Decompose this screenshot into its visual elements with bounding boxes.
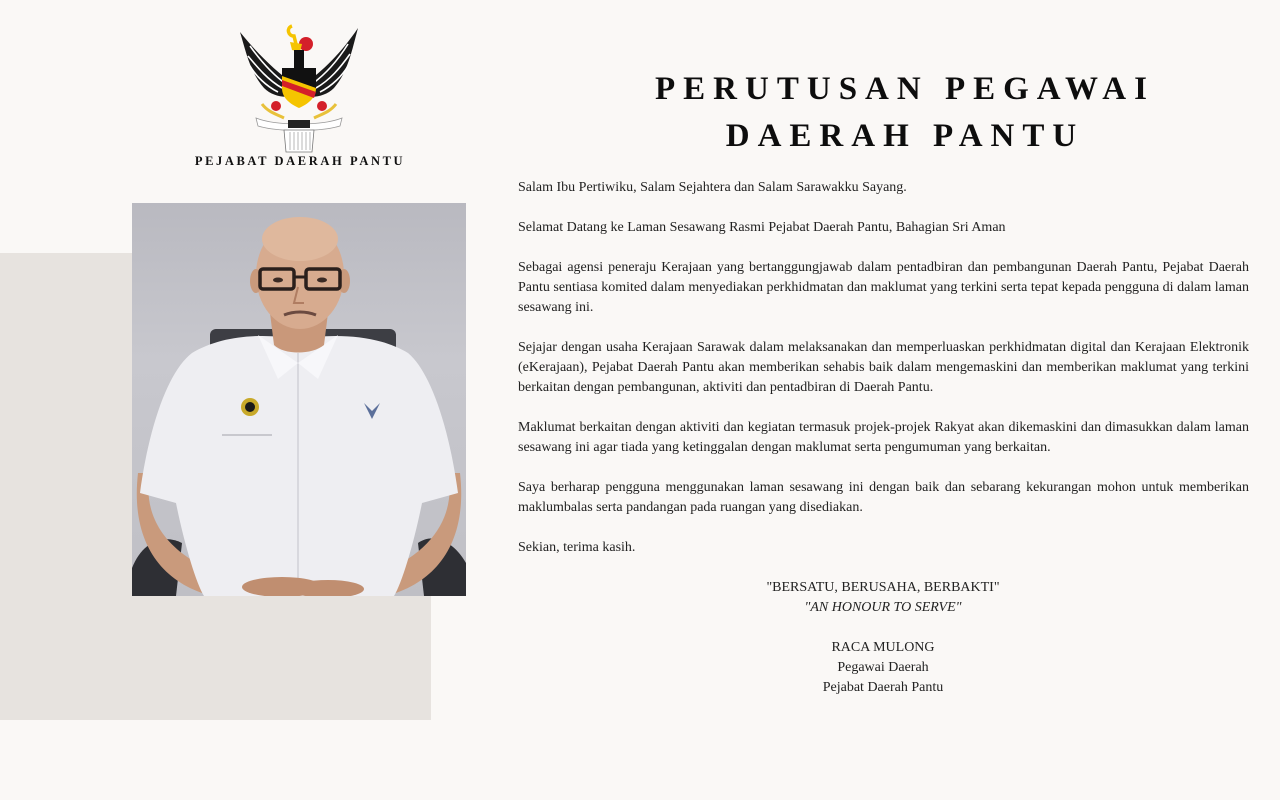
signature-block xyxy=(700,578,1066,698)
district-officer-photo xyxy=(132,203,466,596)
page-title-line-2: DAERAH PANTU xyxy=(725,118,1085,154)
officer-office: Pejabat Daerah Pantu xyxy=(822,680,944,695)
welcome-paragraph: Selamat Datang ke Laman Sesawang Rasmi Pejabat Daerah Pantu, Bahagian Sri Aman xyxy=(518,220,1006,235)
message-paragraph: Maklumat berkaitan dengan aktiviti dan kegiatan termasuk projek-projek Rakyat akan dikemaskini dan dimasukkan dalam laman sesawang ini agar tiada yang ketinggalan dengan maklumat serta pengumuman yang berkaitan. xyxy=(518,420,1249,455)
page-title xyxy=(600,66,1210,160)
message-body xyxy=(518,178,1249,578)
officer-position: Pegawai Daerah xyxy=(837,660,929,675)
closing-paragraph: Sekian, terima kasih. xyxy=(518,540,636,555)
portrait-image xyxy=(132,203,466,596)
message-paragraph: Saya berharap pengguna menggunakan laman sesawang ini dengan baik dan sebarang kekurangan mohon untuk memberikan maklumbalas serta pandangan pada ruangan yang disediakan. xyxy=(518,480,1249,515)
officer-name: RACA MULONG xyxy=(831,640,935,655)
sarawak-crest-icon xyxy=(236,22,362,154)
page-title-line-1: PERUTUSAN PEGAWAI xyxy=(655,71,1155,107)
motto-malay: "BERSATU, BERUSAHA, BERBAKTI" xyxy=(766,580,1000,595)
office-name-label: PEJABAT DAERAH PANTU xyxy=(194,154,406,168)
motto-english: "AN HONOUR TO SERVE" xyxy=(804,600,962,615)
message-paragraph: Sebagai agensi peneraju Kerajaan yang bertanggungjawab dalam pentadbiran dan pembangunan Daerah Pantu, Pejabat Daerah Pantu sentiasa komited dalam menyediakan perkhidmatan dan maklumat yang terkini serta tepat kepada pengguna di dalam laman sesawang ini. xyxy=(518,260,1249,315)
greeting-paragraph: Salam Ibu Pertiwiku, Salam Sejahtera dan Salam Sarawakku Sayang. xyxy=(518,180,907,195)
message-paragraph: Sejajar dengan usaha Kerajaan Sarawak dalam melaksanakan dan memperluaskan perkhidmatan digital dan Kerajaan Elektronik (eKerajaan), Pejabat Daerah Pantu akan memberikan sehabis baik dalam mengemaskini dan memberikan maklumat yang terkini berkaitan dengan pembangunan, aktiviti dan pentadbiran di Daerah Pantu. xyxy=(518,340,1249,395)
